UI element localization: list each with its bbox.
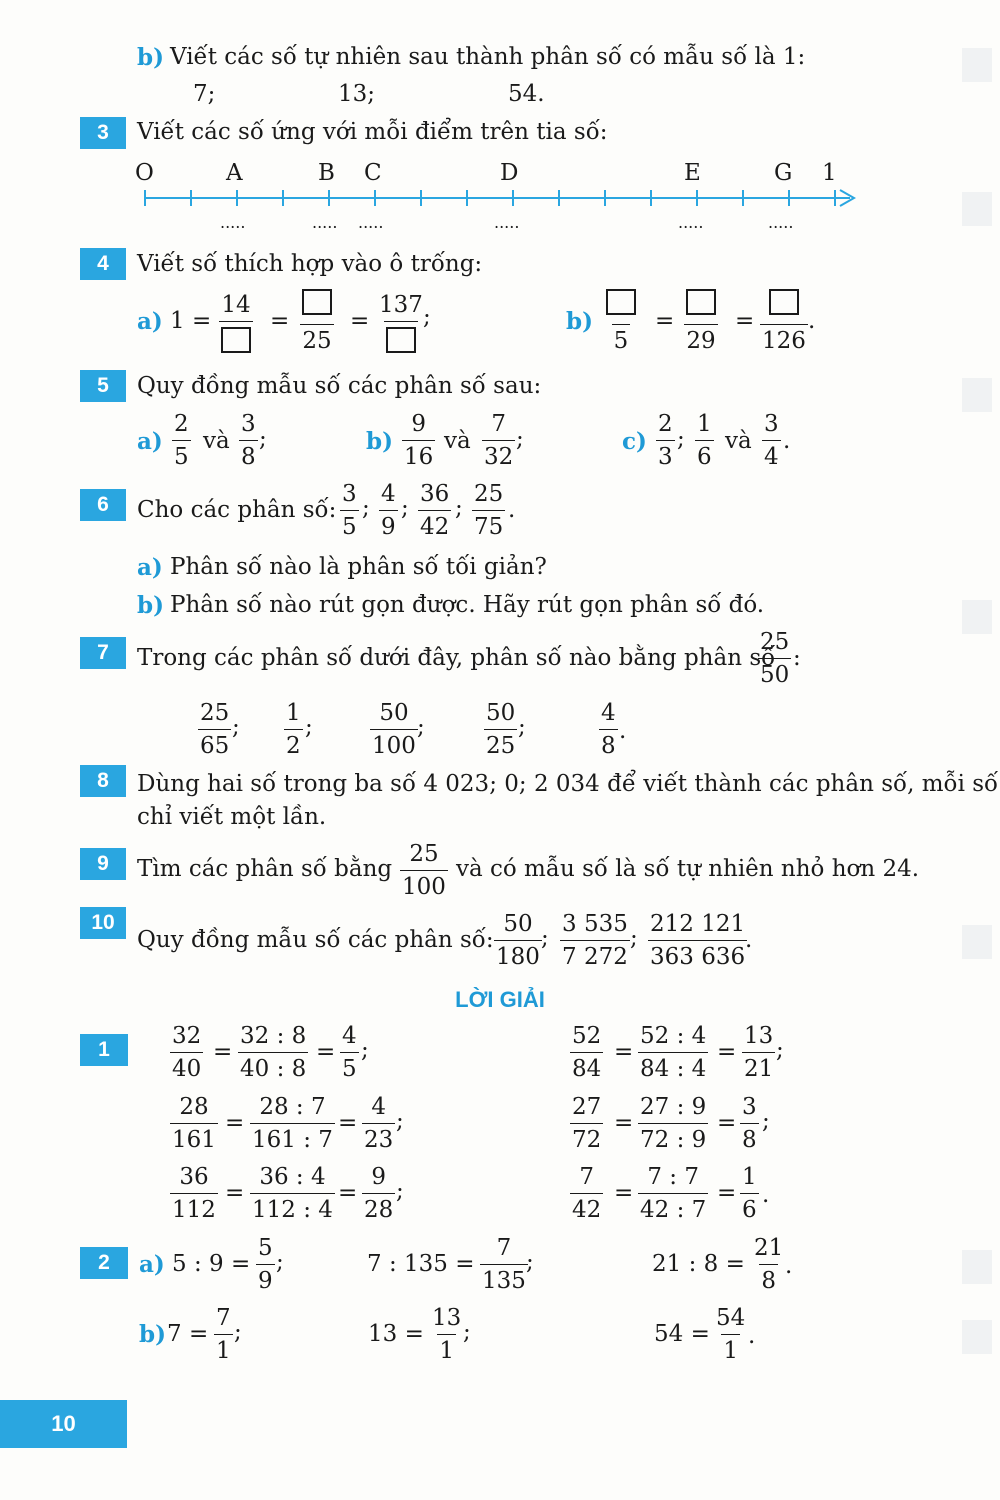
equals: = (614, 1110, 634, 1136)
exercise-number: 5 (80, 370, 126, 402)
value-7: 7; (193, 81, 216, 107)
solution-heading: LỜI GIẢI (455, 987, 545, 1012)
equals: = (717, 1039, 737, 1065)
equals: = (735, 308, 755, 334)
equals: = (614, 1180, 634, 1206)
fraction: 25 (300, 289, 334, 353)
equals: = (225, 1180, 245, 1206)
part-label: a) (137, 308, 163, 335)
fraction: 50 180 (496, 911, 540, 970)
part-label: b) (137, 44, 164, 71)
fraction: 1 6 (742, 1164, 757, 1223)
part-label: b) (139, 1321, 166, 1348)
separator: ; (518, 714, 526, 740)
blank: ..... (768, 213, 794, 232)
answer-box[interactable] (221, 327, 251, 353)
fraction: 9 16 (404, 411, 434, 470)
fraction: 29 (684, 289, 718, 353)
exercise-number: 6 (80, 489, 126, 521)
fraction: 36 : 4 112 : 4 (252, 1164, 333, 1223)
separator: . (508, 497, 516, 523)
part-label: a) (139, 1251, 165, 1278)
point-one: 1 (822, 160, 837, 186)
separator: ; (401, 495, 409, 521)
expression: 5 : 9 = (172, 1251, 251, 1277)
equals: = (350, 308, 370, 334)
fraction: 212 121 363 636 (650, 911, 746, 970)
edge-mark (962, 48, 992, 82)
separator: ; (232, 714, 240, 740)
point-b: B (318, 160, 335, 186)
edge-mark (962, 600, 992, 634)
answer-box[interactable] (386, 327, 416, 353)
page-number: 10 (0, 1400, 127, 1448)
separator: ; (677, 426, 685, 452)
part-label: b) (366, 428, 393, 455)
fraction: 3 8 (742, 1094, 757, 1153)
expression: 7 = (167, 1321, 209, 1347)
fraction: 13 1 (432, 1305, 462, 1364)
fraction: 5 9 (258, 1235, 273, 1294)
fraction: 28 161 (172, 1094, 216, 1153)
separator: ; (361, 1037, 369, 1063)
edge-mark (962, 378, 992, 412)
exercise-number: 4 (80, 248, 126, 280)
fraction: 21 8 (754, 1235, 784, 1294)
fraction: 3 4 (764, 411, 779, 470)
exercise-text: Quy đồng mẫu số các phân số: (137, 927, 494, 953)
point-a: A (226, 160, 243, 186)
equals: = (614, 1039, 634, 1065)
equals: = (213, 1039, 233, 1065)
fraction: 5 (604, 289, 638, 353)
separator: ; (362, 495, 370, 521)
solution-number: 1 (80, 1034, 128, 1066)
exercise-text: Viết số thích hợp vào ô trống: (137, 251, 483, 277)
equals: = (338, 1180, 358, 1206)
answer-box[interactable] (769, 289, 799, 315)
fraction: 54 1 (716, 1305, 746, 1364)
fraction: 50 25 (486, 700, 516, 759)
separator: ; (305, 714, 313, 740)
fraction: 7 135 (482, 1235, 526, 1294)
separator: . (619, 718, 627, 744)
blank: ..... (312, 213, 338, 232)
conjunction: và (203, 428, 230, 454)
equals: = (655, 308, 675, 334)
fraction: 137 (377, 294, 425, 358)
equals: = (225, 1110, 245, 1136)
edge-mark (962, 925, 992, 959)
edge-mark (962, 1320, 992, 1354)
fraction: 25 75 (474, 481, 504, 540)
fraction: 25 50 (760, 629, 790, 688)
fraction: 25 65 (200, 700, 230, 759)
fraction: 27 72 (572, 1094, 602, 1153)
exercise-text: Dùng hai số trong ba số 4 023; 0; 2 034 để viết thành các phân số, mỗi số (137, 771, 999, 797)
exercise-text: Cho các phân số: (137, 497, 337, 523)
expression: 54 = (654, 1321, 710, 1347)
exercise-text: và có mẫu số là số tự nhiên nhỏ hơn 24. (456, 856, 920, 882)
exercise-number: 9 (80, 848, 126, 880)
fraction: 14 (219, 294, 253, 358)
separator: ; (541, 925, 549, 951)
point-o: O (135, 160, 154, 186)
point-d: D (500, 160, 519, 186)
separator: ; (417, 714, 425, 740)
answer-box[interactable] (302, 289, 332, 315)
exercise-text: chỉ viết một lần. (137, 804, 327, 830)
exercise-text: Trong các phân số dưới đây, phân số nào bằng phân số (137, 645, 776, 671)
separator: ; (396, 1108, 404, 1134)
separator: ; (234, 1319, 242, 1345)
fraction: 7 42 (572, 1164, 602, 1223)
fraction: 36 42 (420, 481, 450, 540)
blank: ..... (678, 213, 704, 232)
solution-number: 2 (80, 1247, 128, 1279)
blank: ..... (358, 213, 384, 232)
separator: . (762, 1182, 770, 1208)
fraction: 52 : 4 84 : 4 (640, 1023, 707, 1082)
equals: = (316, 1039, 336, 1065)
equals: = (717, 1110, 737, 1136)
exercise-text: Quy đồng mẫu số các phân số sau: (137, 373, 542, 399)
part-label: a) (137, 554, 163, 581)
exercise-text: Viết các số ứng với mỗi điểm trên tia số: (137, 119, 608, 145)
conjunction: và (444, 428, 471, 454)
point-g: G (774, 160, 793, 186)
separator: . (748, 1323, 756, 1349)
fraction: 3 8 (241, 411, 256, 470)
fraction: 9 28 (364, 1164, 394, 1223)
fraction: 36 112 (172, 1164, 216, 1223)
separator: . (745, 927, 753, 953)
blank: ..... (494, 213, 520, 232)
fraction: 1 6 (697, 411, 712, 470)
point-e: E (684, 160, 701, 186)
separator: ; (276, 1249, 284, 1275)
exercise-number: 8 (80, 765, 126, 797)
exercise-number: 7 (80, 637, 126, 669)
edge-mark (962, 1250, 992, 1284)
fraction: 32 40 (172, 1023, 202, 1082)
fraction: 32 : 8 40 : 8 (240, 1023, 307, 1082)
part-label: c) (622, 428, 647, 455)
separator: ; (630, 925, 638, 951)
part-label: a) (137, 428, 163, 455)
fraction: 1 2 (286, 700, 301, 759)
fraction: 27 : 9 72 : 9 (640, 1094, 707, 1153)
fraction: 126 (760, 289, 808, 353)
fraction: 28 : 7 161 : 7 (252, 1094, 333, 1153)
fraction: 7 : 7 42 : 7 (640, 1164, 707, 1223)
value-13: 13; (338, 81, 376, 107)
conjunction: và (725, 428, 752, 454)
expression: 7 : 135 = (367, 1251, 475, 1277)
question-text: Phân số nào là phân số tối giản? (170, 554, 547, 580)
fraction: 25 100 (402, 841, 446, 900)
separator: . (785, 1253, 793, 1279)
fraction: 4 8 (601, 700, 616, 759)
separator: ; (396, 1178, 404, 1204)
question-text: Viết các số tự nhiên sau thành phân số có mẫu số là 1: (170, 44, 806, 70)
answer-box[interactable] (606, 289, 636, 315)
separator: ; (516, 426, 524, 452)
separator: ; (455, 495, 463, 521)
fraction: 3 535 7 272 (562, 911, 628, 970)
answer-box[interactable] (686, 289, 716, 315)
separator: ; (776, 1037, 784, 1063)
point-c: C (364, 160, 382, 186)
separator: . (808, 308, 816, 334)
one-equals: 1 = (170, 308, 212, 334)
separator: ; (463, 1319, 471, 1345)
exercise-number: 3 (80, 117, 126, 149)
fraction: 4 5 (342, 1023, 357, 1082)
fraction: 52 84 (572, 1023, 602, 1082)
exercise-number: 10 (80, 907, 126, 939)
value-54: 54. (508, 81, 545, 107)
fraction: 7 1 (216, 1305, 231, 1364)
part-label: b) (137, 592, 164, 619)
fraction: 7 32 (484, 411, 514, 470)
expression: 21 : 8 = (652, 1251, 745, 1277)
separator: ; (423, 304, 431, 330)
fraction: 3 5 (342, 481, 357, 540)
separator: . (783, 428, 791, 454)
equals: = (338, 1110, 358, 1136)
equals: = (270, 308, 290, 334)
equals: = (717, 1180, 737, 1206)
separator: : (793, 645, 801, 671)
separator: ; (526, 1249, 534, 1275)
separator: ; (762, 1108, 770, 1134)
exercise-text: Tìm các phân số bằng (137, 856, 393, 882)
fraction: 13 21 (744, 1023, 774, 1082)
fraction: 4 9 (381, 481, 396, 540)
fraction: 50 100 (372, 700, 416, 759)
fraction: 4 23 (364, 1094, 394, 1153)
question-text: Phân số nào rút gọn được. Hãy rút gọn phân số đó. (170, 592, 765, 618)
blank: ..... (220, 213, 246, 232)
fraction: 2 5 (174, 411, 189, 470)
edge-mark (962, 192, 992, 226)
part-label: b) (566, 308, 593, 335)
expression: 13 = (368, 1321, 424, 1347)
separator: ; (259, 426, 267, 452)
fraction: 2 3 (658, 411, 673, 470)
